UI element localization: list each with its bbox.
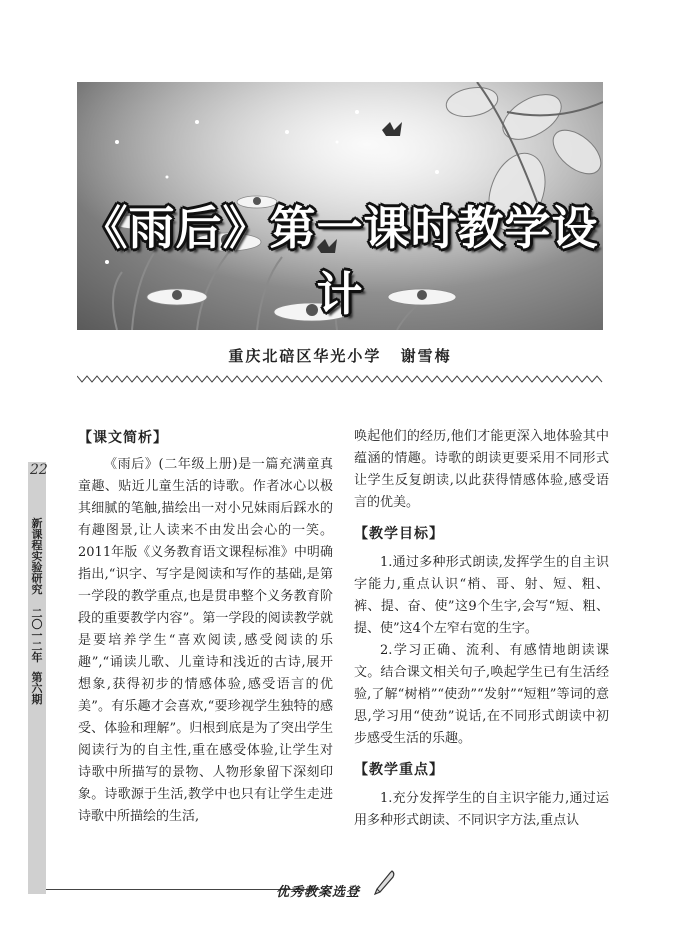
section-heading-text-analysis: 【课文简析】	[78, 430, 168, 446]
article-title: 《雨后》第一课时教学设计	[81, 201, 599, 321]
paragraph-continuation: 唤起他们的经历,他们才能更深入地体验其中蕴涵的情趣。诗歌的朗读更要采用不同形式让学生反复朗读,以此获得情感体验,感受语言的优美。	[354, 429, 609, 510]
goal-item: 2.学习正确、流利、有感情地朗读课文。结合课文相关句子,唤起学生已有生活经验,了解“树梢”“使劲”“发射”“短粗”等词的意思,学习用“使劲”说话,在不同形式朗读中初步感受生活的乐趣。	[354, 643, 609, 746]
author-line	[0, 345, 680, 366]
focus-item: 1.充分发挥学生的自主识字能力,通过运用多种形式朗读、不同识字方法,重点认	[354, 791, 609, 828]
journal-issue: 第六期	[31, 671, 43, 706]
footer-label: 优秀教案选登	[276, 885, 361, 900]
paragraph: 《雨后》(二年级上册)是一篇充满童真童趣、贴近儿童生活的诗歌。作者冰心以极其细腻的笔触,描绘出一对小兄妹雨后踩水的有趣图景,让人读来不由发出会心的一笑。2011年版《义务教育语文课程标准》中明确指出,“识字、写字是阅读和写作的基础,是第一学段的教学重点,也是贯串整个义务教育阶段的重要教学内容”。第一学段的阅读教学就是要培养学生“喜欢阅读,感受阅读的乐趣”,“诵读儿歌、儿童诗和浅近的古诗,展开想象,获得初步的情感体验,感受语言的优美”。有乐趣才会喜欢,“要珍视学生独特的感受、体验和理解”。归根到底是为了突出学生阅读行为的自主性,重在感受体验,让学生对诗歌中所描写的景物、人物形象留下深刻印象。诗歌源于生活,教学中也只有让学生走进诗歌中所描绘的生活,	[78, 457, 333, 824]
section-heading-goals: 【教学目标】	[354, 526, 444, 542]
decorative-divider	[77, 374, 603, 384]
page-number: 22	[30, 462, 48, 478]
left-column	[78, 426, 333, 828]
section-heading-focus: 【教学重点】	[354, 762, 444, 778]
right-column	[354, 426, 609, 832]
goal-item: 1.通过多种形式朗读,发挥学生的自主识字能力,重点认识“梢、哥、射、短、粗、裤、提、奋、使”这9个生字,会写“短、粗、提、使”这4个左窄右宽的生字。	[354, 555, 609, 636]
pen-icon	[372, 870, 396, 896]
author-school: 重庆北碚区华光小学	[228, 347, 382, 365]
banner-image	[77, 82, 603, 330]
journal-year: 二〇一二年	[31, 607, 43, 664]
journal-name: 新课程实验研究	[31, 517, 43, 596]
author-name: 谢雪梅	[400, 347, 452, 365]
